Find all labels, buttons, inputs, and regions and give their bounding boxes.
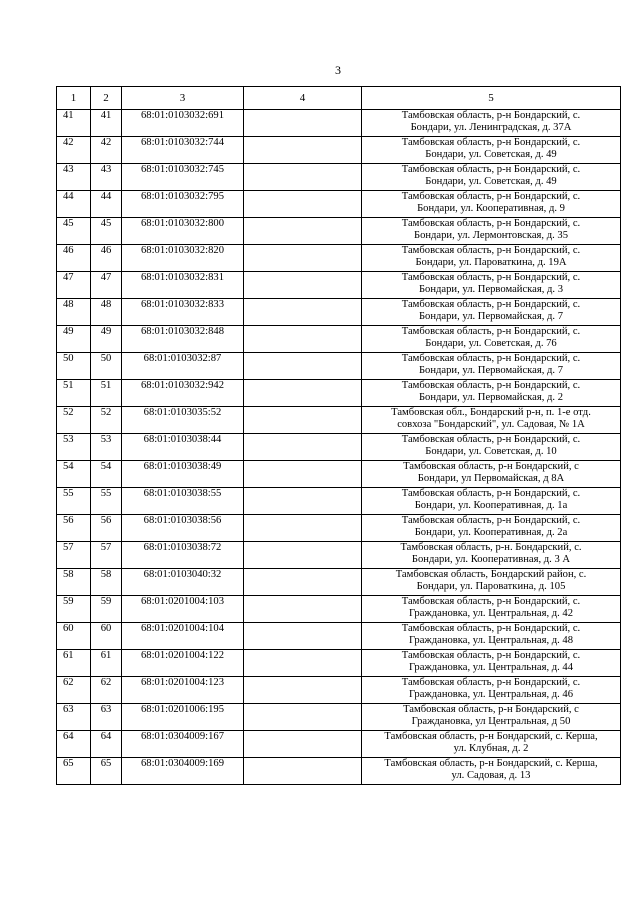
table-body xyxy=(57,110,621,785)
property-register-table xyxy=(56,86,621,785)
empty-cell xyxy=(244,353,362,380)
empty-cell xyxy=(244,110,362,137)
table-row xyxy=(57,110,621,137)
table-row xyxy=(57,758,621,785)
address-cell xyxy=(362,650,621,677)
cadastral-number-cell: 68:01:0103032:831 xyxy=(122,272,244,299)
address-line: Тамбовская область, р-н Бондарский, с. xyxy=(401,326,581,337)
address-line: Граждановка, ул Центральная, д 50 xyxy=(411,716,571,728)
empty-cell xyxy=(244,623,362,650)
empty-cell xyxy=(244,596,362,623)
address-line: Бондари, ул. Советская, д. 76 xyxy=(425,338,557,350)
column-header-4: 4 xyxy=(244,87,362,110)
address-line: Бондари, ул. Кооперативная, д. 1а xyxy=(414,500,568,512)
address-cell xyxy=(362,353,621,380)
row-number-cell: 42 xyxy=(57,137,91,164)
cadastral-number-cell: 68:01:0201004:123 xyxy=(122,677,244,704)
address-line: Тамбовская область, р-н Бондарский, с xyxy=(403,704,579,715)
row-index-cell: 57 xyxy=(91,542,122,569)
row-index-cell: 41 xyxy=(91,110,122,137)
empty-cell xyxy=(244,542,362,569)
address-line: Тамбовская область, р-н Бондарский, с xyxy=(403,461,579,472)
cadastral-number-cell: 68:01:0103032:820 xyxy=(122,245,244,272)
address-cell xyxy=(362,704,621,731)
row-index-cell: 59 xyxy=(91,596,122,623)
table-row xyxy=(57,569,621,596)
cadastral-number-cell: 68:01:0103032:87 xyxy=(122,353,244,380)
empty-cell xyxy=(244,218,362,245)
cadastral-number-cell: 68:01:0201004:104 xyxy=(122,623,244,650)
row-number-cell: 61 xyxy=(57,650,91,677)
table-row xyxy=(57,164,621,191)
table-row xyxy=(57,380,621,407)
address-cell xyxy=(362,218,621,245)
empty-cell xyxy=(244,650,362,677)
cadastral-number-cell: 68:01:0103035:52 xyxy=(122,407,244,434)
address-cell xyxy=(362,380,621,407)
row-index-cell: 51 xyxy=(91,380,122,407)
address-cell xyxy=(362,326,621,353)
row-number-cell: 59 xyxy=(57,596,91,623)
address-cell xyxy=(362,596,621,623)
table-row xyxy=(57,542,621,569)
table-row xyxy=(57,461,621,488)
row-number-cell: 48 xyxy=(57,299,91,326)
row-index-cell: 44 xyxy=(91,191,122,218)
address-line: Бондари, ул. Пароваткина, д. 105 xyxy=(416,581,566,593)
cadastral-number-cell: 68:01:0103032:833 xyxy=(122,299,244,326)
address-line: Бондари, ул. Первомайская, д. 2 xyxy=(418,392,564,404)
address-cell xyxy=(362,758,621,785)
cadastral-number-cell: 68:01:0201006:195 xyxy=(122,704,244,731)
row-index-cell: 50 xyxy=(91,353,122,380)
address-cell xyxy=(362,272,621,299)
row-number-cell: 52 xyxy=(57,407,91,434)
address-line: Бондари, ул. Советская, д. 49 xyxy=(425,176,557,188)
address-line: Тамбовская область, р-н Бондарский, с. xyxy=(401,245,581,256)
row-number-cell: 50 xyxy=(57,353,91,380)
address-cell xyxy=(362,137,621,164)
row-number-cell: 62 xyxy=(57,677,91,704)
row-number-cell: 44 xyxy=(57,191,91,218)
address-line: Тамбовская область, р-н Бондарский, с. xyxy=(401,353,581,364)
address-line: Бондари, ул. Советская, д. 49 xyxy=(425,149,557,161)
address-line: Бондари, ул. Пароваткина, д. 19А xyxy=(415,257,567,269)
address-cell xyxy=(362,488,621,515)
empty-cell xyxy=(244,461,362,488)
row-number-cell: 55 xyxy=(57,488,91,515)
address-line: Тамбовская область, р-н Бондарский, с. xyxy=(401,191,581,202)
address-line: Бондари, ул Первомайская, д 8А xyxy=(417,473,565,485)
address-cell xyxy=(362,110,621,137)
row-index-cell: 54 xyxy=(91,461,122,488)
row-index-cell: 45 xyxy=(91,218,122,245)
cadastral-number-cell: 68:01:0103032:744 xyxy=(122,137,244,164)
cadastral-number-cell: 68:01:0103032:942 xyxy=(122,380,244,407)
address-line: Тамбовская область, р-н Бондарский, с. xyxy=(401,488,581,499)
row-number-cell: 41 xyxy=(57,110,91,137)
row-index-cell: 49 xyxy=(91,326,122,353)
empty-cell xyxy=(244,677,362,704)
row-number-cell: 64 xyxy=(57,731,91,758)
row-index-cell: 62 xyxy=(91,677,122,704)
empty-cell xyxy=(244,758,362,785)
address-line: Бондари, ул. Советская, д. 10 xyxy=(425,446,557,458)
cadastral-number-cell: 68:01:0103038:49 xyxy=(122,461,244,488)
row-index-cell: 47 xyxy=(91,272,122,299)
column-header-5: 5 xyxy=(362,87,621,110)
row-index-cell: 55 xyxy=(91,488,122,515)
row-number-cell: 56 xyxy=(57,515,91,542)
cadastral-number-cell: 68:01:0304009:167 xyxy=(122,731,244,758)
cadastral-number-cell: 68:01:0103032:795 xyxy=(122,191,244,218)
empty-cell xyxy=(244,245,362,272)
column-header-2: 2 xyxy=(91,87,122,110)
address-line: Тамбовская область, р-н Бондарский, с. xyxy=(401,650,581,661)
row-index-cell: 60 xyxy=(91,623,122,650)
cadastral-number-cell: 68:01:0103032:800 xyxy=(122,218,244,245)
row-index-cell: 63 xyxy=(91,704,122,731)
empty-cell xyxy=(244,488,362,515)
address-line: ул. Клубная, д. 2 xyxy=(453,743,529,755)
cadastral-number-cell: 68:01:0201004:103 xyxy=(122,596,244,623)
table-row xyxy=(57,218,621,245)
row-index-cell: 64 xyxy=(91,731,122,758)
table-row xyxy=(57,191,621,218)
row-index-cell: 46 xyxy=(91,245,122,272)
row-number-cell: 57 xyxy=(57,542,91,569)
row-index-cell: 61 xyxy=(91,650,122,677)
table-row xyxy=(57,245,621,272)
address-line: Граждановка, ул. Центральная, д. 44 xyxy=(408,662,574,674)
cadastral-number-cell: 68:01:0103032:691 xyxy=(122,110,244,137)
row-number-cell: 63 xyxy=(57,704,91,731)
address-cell xyxy=(362,407,621,434)
address-line: Тамбовская область, р-н Бондарский, с. xyxy=(401,515,581,526)
page-number: 3 xyxy=(335,63,341,77)
empty-cell xyxy=(244,434,362,461)
row-number-cell: 46 xyxy=(57,245,91,272)
cadastral-number-cell: 68:01:0304009:169 xyxy=(122,758,244,785)
address-cell xyxy=(362,164,621,191)
empty-cell xyxy=(244,299,362,326)
address-line: Бондари, ул. Кооперативная, д. 3 А xyxy=(411,554,571,566)
table-row xyxy=(57,623,621,650)
table-row xyxy=(57,299,621,326)
row-number-cell: 54 xyxy=(57,461,91,488)
address-line: ул. Садовая, д. 13 xyxy=(451,770,531,782)
address-line: Тамбовская область, р-н Бондарский, с. xyxy=(401,380,581,391)
cadastral-number-cell: 68:01:0103040:32 xyxy=(122,569,244,596)
cadastral-number-cell: 68:01:0103032:745 xyxy=(122,164,244,191)
row-number-cell: 43 xyxy=(57,164,91,191)
column-header-3: 3 xyxy=(122,87,244,110)
address-cell xyxy=(362,677,621,704)
address-cell xyxy=(362,515,621,542)
address-line: Тамбовская область, Бондарский район, с. xyxy=(395,569,587,580)
address-line: Тамбовская область, р-н Бондарский, с. xyxy=(401,164,581,175)
address-line: совхоза "Бондарский", ул. Садовая, № 1А xyxy=(397,419,585,431)
row-index-cell: 65 xyxy=(91,758,122,785)
empty-cell xyxy=(244,515,362,542)
row-number-cell: 53 xyxy=(57,434,91,461)
cadastral-number-cell: 68:01:0103038:55 xyxy=(122,488,244,515)
row-number-cell: 49 xyxy=(57,326,91,353)
address-line: Тамбовская область, р-н Бондарский, с. xyxy=(401,110,581,121)
address-line: Тамбовская область, р-н. Бондарский, с. xyxy=(400,542,582,553)
row-index-cell: 58 xyxy=(91,569,122,596)
table-row xyxy=(57,488,621,515)
address-cell xyxy=(362,731,621,758)
table-row xyxy=(57,272,621,299)
address-cell xyxy=(362,191,621,218)
address-line: Тамбовская область, р-н Бондарский, с. xyxy=(401,677,581,688)
cadastral-number-cell: 68:01:0103038:56 xyxy=(122,515,244,542)
address-line: Тамбовская область, р-н Бондарский, с. xyxy=(401,272,581,283)
address-cell xyxy=(362,245,621,272)
table-row xyxy=(57,650,621,677)
row-number-cell: 51 xyxy=(57,380,91,407)
address-line: Бондари, ул. Первомайская, д. 7 xyxy=(418,311,564,323)
address-line: Граждановка, ул. Центральная, д. 48 xyxy=(408,635,574,647)
row-index-cell: 53 xyxy=(91,434,122,461)
row-index-cell: 42 xyxy=(91,137,122,164)
row-number-cell: 65 xyxy=(57,758,91,785)
empty-cell xyxy=(244,407,362,434)
table-header-row xyxy=(57,87,621,110)
address-cell xyxy=(362,299,621,326)
row-index-cell: 52 xyxy=(91,407,122,434)
row-index-cell: 43 xyxy=(91,164,122,191)
address-line: Бондари, ул. Первомайская, д. 3 xyxy=(418,284,564,296)
table-row xyxy=(57,677,621,704)
address-line: Тамбовская область, р-н Бондарский, с. xyxy=(401,218,581,229)
cadastral-number-cell: 68:01:0103038:44 xyxy=(122,434,244,461)
address-line: Тамбовская область, р-н Бондарский, с. xyxy=(401,299,581,310)
empty-cell xyxy=(244,704,362,731)
address-line: Тамбовская область, р-н Бондарский, с. xyxy=(401,623,581,634)
row-number-cell: 47 xyxy=(57,272,91,299)
empty-cell xyxy=(244,137,362,164)
table-row xyxy=(57,515,621,542)
address-cell xyxy=(362,569,621,596)
table-row xyxy=(57,596,621,623)
empty-cell xyxy=(244,731,362,758)
address-cell xyxy=(362,542,621,569)
address-line: Тамбовская область, р-н Бондарский, с. xyxy=(401,434,581,445)
address-cell xyxy=(362,434,621,461)
table-row xyxy=(57,407,621,434)
table-row xyxy=(57,353,621,380)
address-line: Тамбовская обл., Бондарский р-н, п. 1-е отд. xyxy=(391,407,591,418)
address-line: Тамбовская область, р-н Бондарский, с. Керша, xyxy=(384,731,598,742)
address-line: Граждановка, ул. Центральная, д. 42 xyxy=(408,608,574,620)
address-line: Тамбовская область, р-н Бондарский, с. xyxy=(401,137,581,148)
address-line: Тамбовская область, р-н Бондарский, с. Керша, xyxy=(384,758,598,769)
row-number-cell: 60 xyxy=(57,623,91,650)
address-line: Бондари, ул. Кооперативная, д. 9 xyxy=(417,203,565,215)
row-number-cell: 45 xyxy=(57,218,91,245)
address-line: Граждановка, ул. Центральная, д. 46 xyxy=(408,689,574,701)
empty-cell xyxy=(244,326,362,353)
table-row xyxy=(57,434,621,461)
empty-cell xyxy=(244,569,362,596)
cadastral-number-cell: 68:01:0201004:122 xyxy=(122,650,244,677)
table-row xyxy=(57,731,621,758)
table-row xyxy=(57,704,621,731)
table-row xyxy=(57,326,621,353)
row-index-cell: 48 xyxy=(91,299,122,326)
address-line: Тамбовская область, р-н Бондарский, с. xyxy=(401,596,581,607)
address-cell xyxy=(362,461,621,488)
address-line: Бондари, ул. Кооперативная, д. 2а xyxy=(414,527,568,539)
column-header-1: 1 xyxy=(57,87,91,110)
address-line: Бондари, ул. Ленинградская, д. 37А xyxy=(410,122,572,134)
address-line: Бондари, ул. Лермонтовская, д. 35 xyxy=(413,230,568,242)
empty-cell xyxy=(244,191,362,218)
empty-cell xyxy=(244,272,362,299)
row-index-cell: 56 xyxy=(91,515,122,542)
row-number-cell: 58 xyxy=(57,569,91,596)
table-row xyxy=(57,137,621,164)
empty-cell xyxy=(244,164,362,191)
empty-cell xyxy=(244,380,362,407)
address-cell xyxy=(362,623,621,650)
cadastral-number-cell: 68:01:0103038:72 xyxy=(122,542,244,569)
address-line: Бондари, ул. Первомайская, д. 7 xyxy=(418,365,564,377)
cadastral-number-cell: 68:01:0103032:848 xyxy=(122,326,244,353)
